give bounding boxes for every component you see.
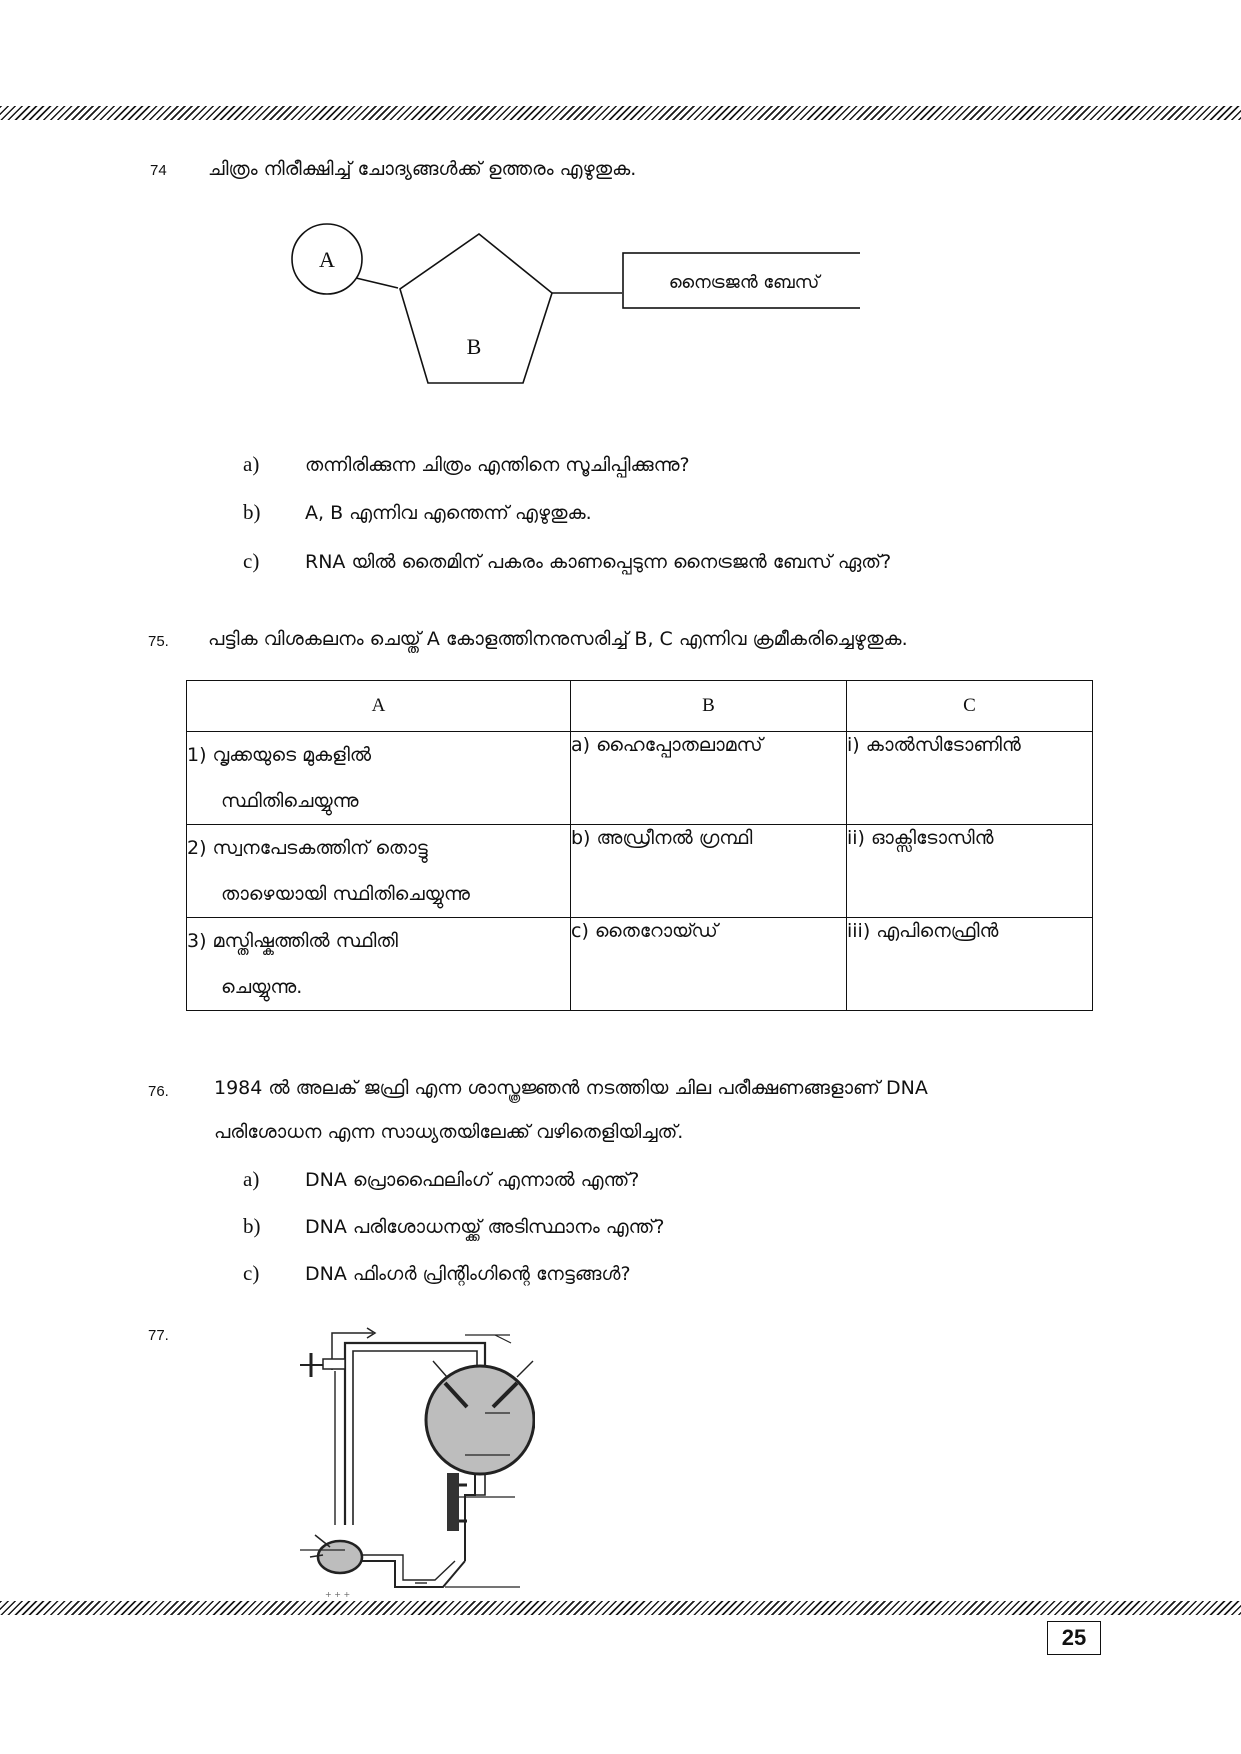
row2-a-line1: 2) സ്വനപേടകത്തിന് തൊട്ടു	[187, 837, 428, 859]
row1-a-line2: സ്ഥിതിചെയ്യുന്നു	[221, 790, 359, 812]
row1-a	[187, 732, 571, 825]
table-row	[187, 918, 1093, 1011]
svg-text:+ + +: + + +	[325, 1590, 351, 1599]
header-c: C	[847, 681, 1093, 732]
q74-number: 74	[150, 162, 167, 179]
circle-label: A	[319, 247, 335, 272]
row1-b: a) ഹൈപ്പോതലാമസ്	[571, 732, 847, 825]
table-row	[187, 732, 1093, 825]
sugar-pentagon	[400, 234, 552, 383]
row2-b: b) അഡ്രീനൽ ഗ്രന്ഥി	[571, 825, 847, 918]
q76-c-text: DNA ഫിംഗർ പ്രിന്റിംഗിന്റെ നേട്ടങ്ങൾ?	[305, 1263, 631, 1285]
nucleotide-diagram	[280, 220, 860, 400]
q74-c-label: c)	[243, 549, 260, 573]
table-header-row	[187, 681, 1093, 732]
q76-b-label: b)	[243, 1214, 261, 1238]
page-number: 25	[1047, 1621, 1101, 1655]
q74-b-label: b)	[243, 500, 261, 524]
pentagon-label: B	[466, 334, 482, 359]
q75-number: 75.	[148, 633, 169, 650]
q74-a-text: തന്നിരിക്കുന്ന ചിത്രം എന്തിനെ സൂചിപ്പിക്കുന്നു?	[305, 454, 690, 476]
row3-a	[187, 918, 571, 1011]
row3-b: c) തൈറോയ്ഡ്	[571, 918, 847, 1011]
row3-a-line1: 3) മസ്തിഷ്കത്തിൽ സ്ഥിതി	[187, 930, 398, 952]
q76-number: 76.	[148, 1083, 169, 1100]
q74-b-text: A, B എന്നിവ എന്തെന്ന് എഴുതുക.	[305, 502, 592, 524]
q75-prompt: പട്ടിക വിശകലനം ചെയ്ത് A കോളത്തിനനുസരിച്ച് B, C എന്നിവ ക്രമീകരിച്ചെഴുതുക.	[208, 628, 908, 650]
table-row	[187, 825, 1093, 918]
row2-c: ii) ഓക്സിടോസിൻ	[847, 825, 1093, 918]
phosphate-bond-line	[356, 278, 398, 288]
row1-a-line1: 1) വൃക്കയുടെ മുകളിൽ	[187, 744, 372, 766]
box-label: നൈട്രജൻ ബേസ്	[668, 272, 820, 293]
matching-table	[186, 680, 1093, 1011]
boiling-flask	[318, 1541, 362, 1573]
q74-a-label: a)	[243, 452, 260, 476]
header-b: B	[571, 681, 847, 732]
row3-c: iii) എപിനെഫ്രിൻ	[847, 918, 1093, 1011]
q74-c-text: RNA യിൽ തൈമിന് പകരം കാണപ്പെടുന്ന നൈട്രജൻ ബേസ് ഏത്?	[305, 551, 892, 573]
header-a: A	[187, 681, 571, 732]
q77-number: 77.	[148, 1327, 169, 1344]
q76-a-text: DNA പ്രൊഫൈലിംഗ് എന്നാൽ എന്ത്?	[305, 1169, 640, 1191]
q76-a-label: a)	[243, 1167, 260, 1191]
bottom-hatch-border	[0, 1601, 1241, 1615]
row2-a	[187, 825, 571, 918]
top-hatch-border	[0, 106, 1241, 120]
miller-urey-apparatus-diagram	[295, 1325, 535, 1605]
spark-chamber-flask	[426, 1366, 534, 1474]
row3-a-line2: ചെയ്യുന്നു.	[221, 976, 303, 998]
condenser	[447, 1473, 459, 1531]
q74-prompt: ചിത്രം നിരീക്ഷിച്ച് ചോദ്യങ്ങൾക്ക് ഉത്തരം എഴുതുക.	[208, 158, 637, 180]
row1-c: i) കാൽസിടോണിൻ	[847, 732, 1093, 825]
q76-b-text: DNA പരിശോധനയ്ക്ക് അടിസ്ഥാനം എന്ത്?	[305, 1216, 665, 1238]
q76-c-label: c)	[243, 1261, 260, 1285]
row2-a-line2: താഴെയായി സ്ഥിതിചെയ്യുന്നു	[221, 883, 470, 905]
q76-line2: പരിശോധന എന്ന സാധ്യതയിലേക്ക് വഴിതെളിയിച്ചത്.	[214, 1121, 684, 1143]
q76-line1: 1984 ൽ അലക് ജഫ്രി എന്ന ശാസ്ത്രജ്ഞൻ നടത്തിയ ചില പരീക്ഷണങ്ങളാണ് DNA	[214, 1077, 928, 1099]
